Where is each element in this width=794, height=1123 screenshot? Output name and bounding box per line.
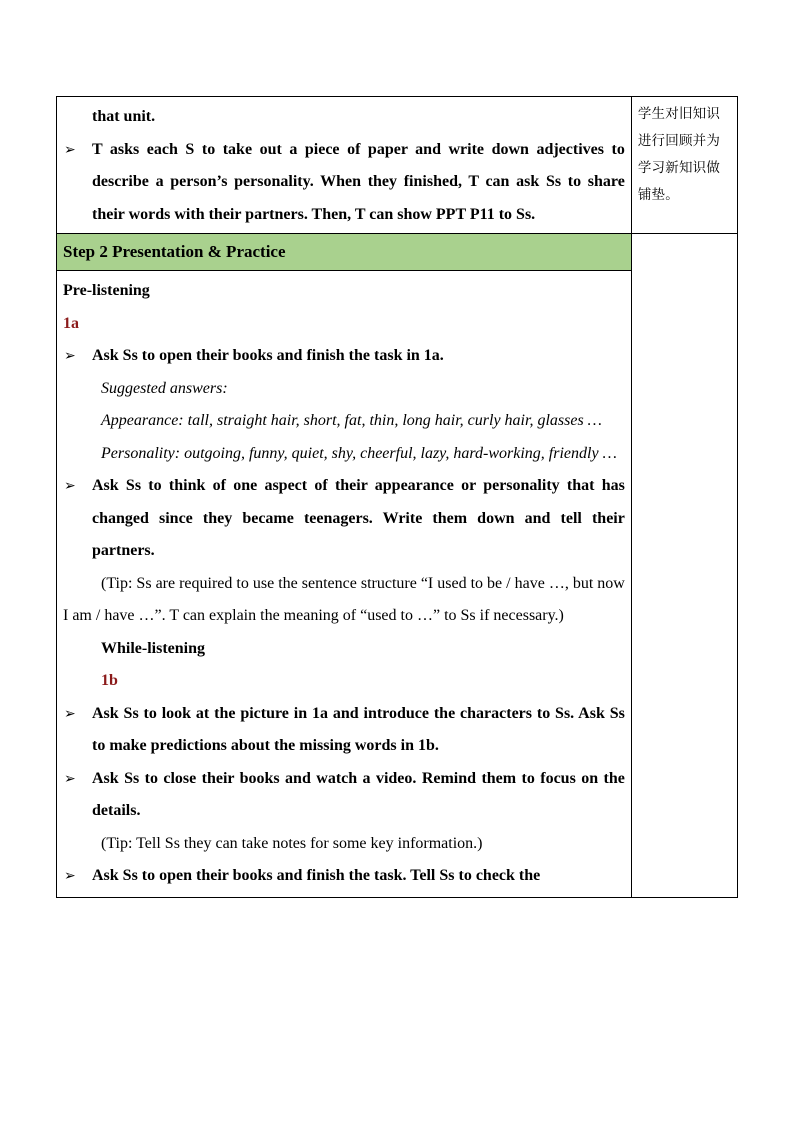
task-label-1a: 1a: [63, 314, 79, 332]
table-row-step1-continuation: [57, 97, 738, 234]
arrow-bullet-icon: ➢: [64, 141, 76, 158]
arrow-bullet-icon: ➢: [64, 348, 76, 364]
arrow-bullet-icon: ➢: [64, 478, 76, 494]
lesson-plan-table: [56, 96, 738, 898]
suggested-answers-label: Suggested answers:: [101, 379, 228, 397]
side-cell-step2: [631, 234, 737, 898]
step-header: Step 2 Presentation & Practice: [57, 234, 631, 270]
appearance-answers: Appearance: tall, straight hair, short, fat, thin, long hair, curly hair, glasses …: [101, 412, 602, 429]
arrow-bullet-icon: ➢: [64, 868, 76, 884]
tip-text: (Tip: Tell Ss they can take notes for some key information.): [101, 834, 483, 852]
bullet-item-1b-picture: ➢ Ask Ss to look at the picture in 1a and introduce the characters to Ss. Ask Ss to make predictions about the missing words in 1b.: [63, 698, 625, 763]
continued-text: that unit.: [92, 108, 156, 125]
task-label-1b: 1b: [101, 672, 118, 689]
arrow-bullet-icon: ➢: [64, 705, 76, 722]
bullet-text: T asks each S to take out a piece of paper and write down adjectives to describe a person’s personality. When they finished, T can ask Ss to share their words with their partners. Then, T can show PPT P11 to Ss.: [92, 140, 625, 223]
side-cell-step1: [631, 97, 737, 234]
personality-answers: Personality: outgoing, funny, quiet, shy, cheerful, lazy, hard-working, friendly …: [101, 444, 617, 462]
bullet-item-1b-video: ➢ Ask Ss to close their books and watch a video. Remind them to focus on the details.: [63, 763, 625, 828]
bullet-item-1b-task: ➢ Ask Ss to open their books and finish the task. Tell Ss to check the: [63, 860, 625, 893]
table-row-step2: [57, 234, 738, 898]
section-label-while-listening: While-listening: [101, 639, 206, 657]
bullet-item-1a: ➢ Ask Ss to open their books and finish the task in 1a.: [63, 340, 625, 373]
bullet-item-think: ➢ Ask Ss to think of one aspect of their appearance or personality that has changed since they became teenagers. Write them down and tell their partners.: [63, 470, 625, 568]
section-label-pre-listening: Pre-listening: [63, 282, 150, 299]
bullet-item-adjectives: [63, 134, 625, 232]
main-cell-step2: [57, 234, 632, 898]
main-cell-step1: [57, 97, 632, 234]
side-note: 学生对旧知识进行回顾并为学习新知识做铺垫。: [637, 106, 721, 203]
arrow-bullet-icon: ➢: [64, 770, 76, 787]
tip-text: (Tip: Ss are required to use the sentence structure “I used to be / have …, but now I am / have …”. T can explain the meaning of “used to …” to Ss if necessary.): [63, 574, 625, 624]
